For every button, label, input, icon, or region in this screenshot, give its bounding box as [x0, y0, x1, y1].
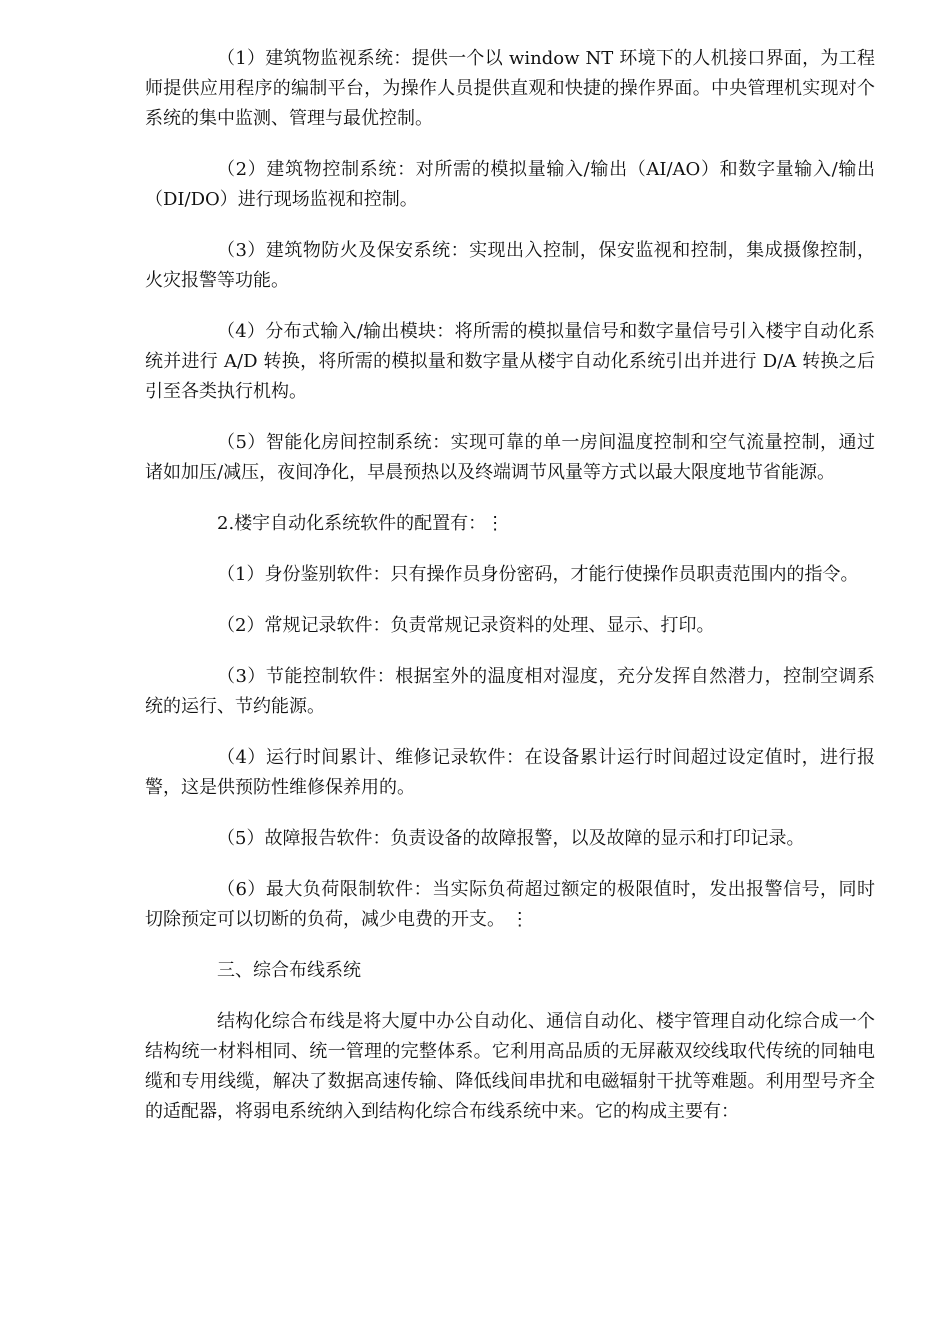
paragraph-structured-cabling: 结构化综合布线是将大厦中办公自动化、通信自动化、楼宇管理自动化综合成一个结构统一材料相同、统一管理的完整体系。它利用高品质的无屏蔽双绞线取代传统的同轴电缆和专用线缆，解决了数据高速传输、降低线间串扰和电磁辐射干扰等难题。利用型号齐全的适配器，将弱电系统纳入到结构化综合布线系统中来。它的构成主要有： — [145, 1011, 875, 1122]
paragraph-building-monitoring: （1）建筑物监视系统：提供一个以 window NT 环境下的人机接口界面，为工程师提供应用程序的编制平台，为操作人员提供直观和快捷的操作界面。中央管理机实现对个系统的集中监测、管理与最优控制。 — [145, 48, 875, 129]
paragraph-fire-security: （3）建筑物防火及保安系统：实现出入控制，保安监视和控制，集成摄像控制，火灾报警等功能。 — [145, 240, 875, 291]
paragraph-load-limit-software: （6）最大负荷限制软件：当实际负荷超过额定的极限值时，发出报警信号，同时切除预定可以切断的负荷，减少电费的开支。 ⋮ — [145, 879, 875, 930]
paragraph-identity-software: （1）身份鉴别软件：只有操作员身份密码，才能行使操作员职责范围内的指令。 — [217, 564, 859, 585]
paragraph-distributed-io: （4）分布式输入/输出模块：将所需的模拟量信号和数字量信号引入楼宇自动化系统并进行 A/D 转换，将所需的模拟量和数字量从楼宇自动化系统引出并进行 D/A 转换之后引至各类执行机构。 — [145, 321, 875, 402]
paragraph-runtime-software: （4）运行时间累计、维修记录软件：在设备累计运行时间超过设定值时，进行报警，这是供预防性维修保养用的。 — [145, 747, 875, 798]
section-heading-cabling: 三、综合布线系统 — [217, 960, 361, 981]
paragraph-record-software: （2）常规记录软件：负责常规记录资料的处理、显示、打印。 — [217, 615, 715, 636]
paragraph-energy-software: （3）节能控制软件：根据室外的温度相对湿度，充分发挥自然潜力，控制空调系统的运行、节约能源。 — [145, 666, 875, 717]
paragraph-room-control: （5）智能化房间控制系统：实现可靠的单一房间温度控制和空气流量控制，通过诸如加压/减压，夜间净化，早晨预热以及终端调节风量等方式以最大限度地节省能源。 — [145, 432, 875, 483]
paragraph-building-control: （2）建筑物控制系统：对所需的模拟量输入/输出（AI/AO）和数字量输入/输出（DI/DO）进行现场监视和控制。 — [145, 159, 875, 210]
document-page — [145, 44, 875, 1148]
section-heading-software-config: 2.楼宇自动化系统软件的配置有：⋮ — [217, 513, 505, 534]
paragraph-fault-software: （5）故障报告软件：负责设备的故障报警，以及故障的显示和打印记录。 — [217, 828, 805, 849]
